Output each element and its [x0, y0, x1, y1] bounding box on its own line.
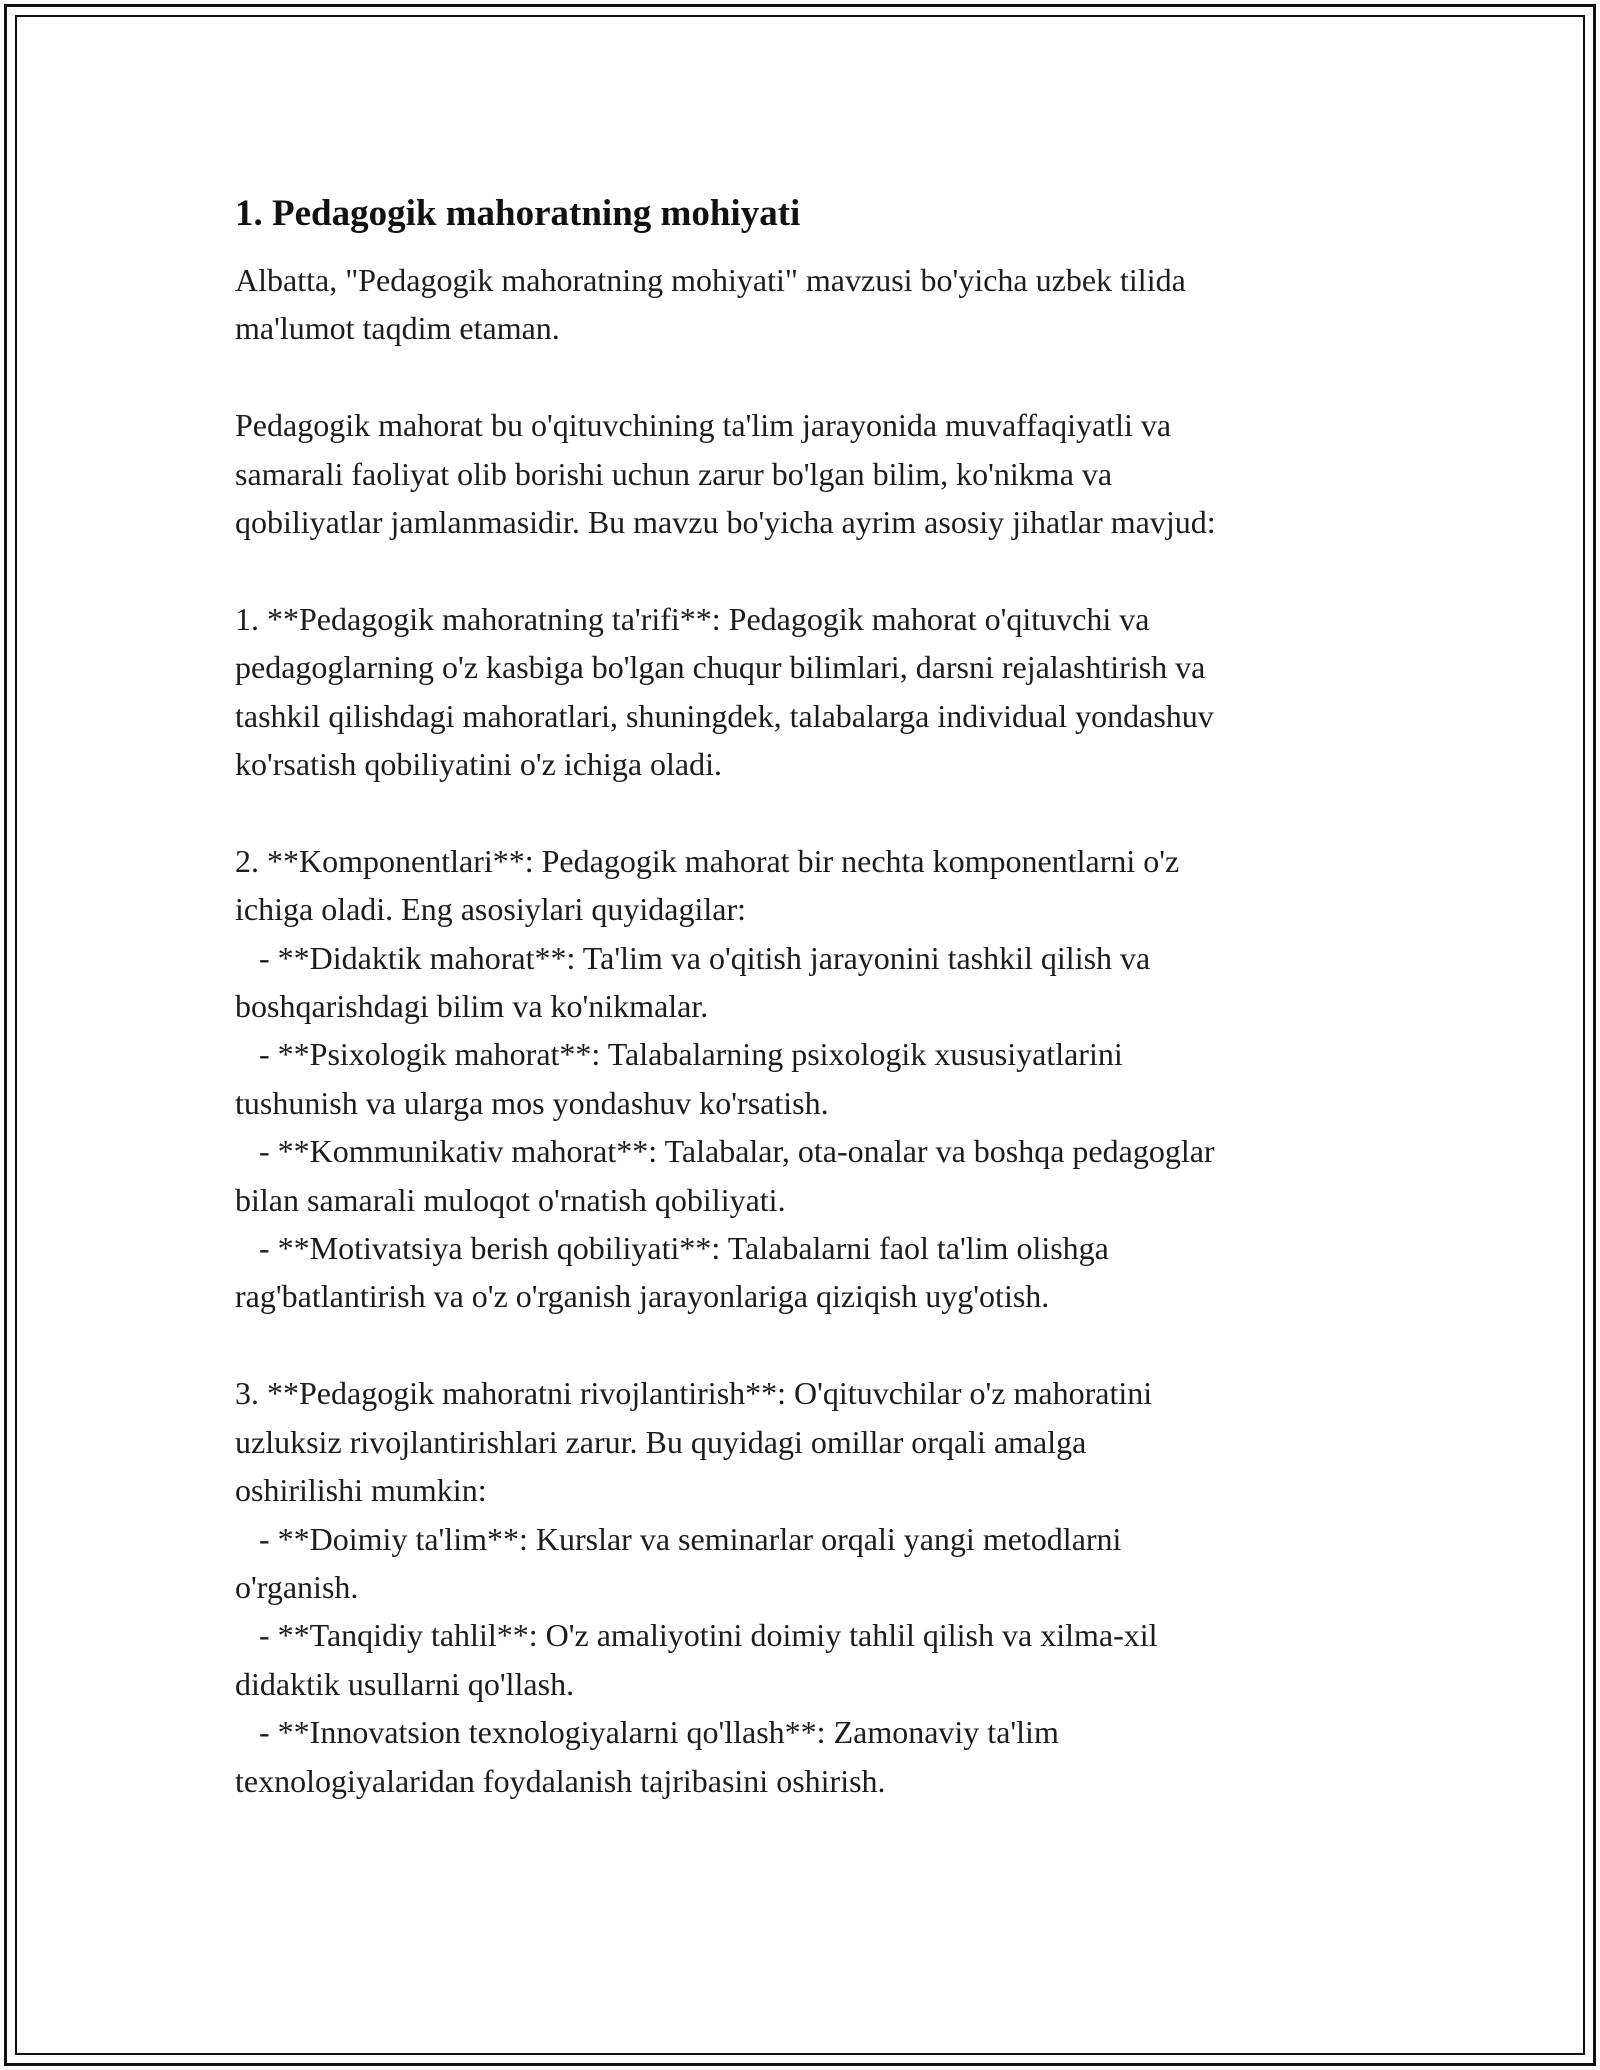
text-line: - **Doimiy ta'lim**: Kurslar va seminarlar orqali yangi metodlarni — [235, 1520, 1122, 1557]
text-line: rag'batlantirish va o'z o'rganish jarayonlariga qiziqish uyg'otish. — [235, 1278, 1050, 1315]
text-line: ichiga oladi. Eng asosiylari quyidagilar: — [235, 891, 746, 928]
paragraph — [235, 595, 1395, 789]
text-line: Pedagogik mahorat bu o'qituvchining ta'lim jarayonida muvaffaqiyatli va — [235, 407, 1172, 444]
document-body — [235, 186, 1395, 1805]
text-line: - **Tanqidiy tahlil**: O'z amaliyotini doimiy tahlil qilish va xilma-xil — [235, 1617, 1158, 1654]
paragraph-gap — [235, 546, 1395, 594]
text-line: - **Psixologik mahorat**: Talabalarning psixologik xususiyatlarini — [235, 1036, 1123, 1073]
text-line: boshqarishdagi bilim va ko'nikmalar. — [235, 988, 709, 1025]
text-line: ko'rsatish qobiliyatini o'z ichiga oladi. — [235, 746, 722, 783]
paragraph-gap — [235, 1321, 1395, 1369]
paragraph-gap — [235, 353, 1395, 401]
text-line: oshirilishi mumkin: — [235, 1472, 487, 1509]
text-line: Albatta, "Pedagogik mahoratning mohiyati" mavzusi bo'yicha uzbek tilida — [235, 262, 1186, 298]
text-line: 1. **Pedagogik mahoratning ta'rifi**: Pedagogik mahorat o'qituvchi va — [235, 600, 1150, 637]
text-line: pedagoglarning o'z kasbiga bo'lgan chuqur bilimlari, darsni rejalashtirish va — [235, 649, 1206, 686]
text-line: 2. **Komponentlari**: Pedagogik mahorat bir nechta komponentlarni o'z — [235, 842, 1180, 879]
text-line: - **Motivatsiya berish qobiliyati**: Talabalarni faol ta'lim olishga — [235, 1230, 1109, 1267]
document-paragraphs — [235, 256, 1395, 1805]
paragraph-gap — [235, 788, 1395, 836]
text-line: texnologiyalaridan foydalanish tajribasini oshirish. — [235, 1762, 886, 1799]
text-line: bilan samarali muloqot o'rnatish qobiliyati. — [235, 1181, 786, 1218]
paragraph — [235, 1369, 1395, 1805]
text-line: tashkil qilishdagi mahoratlari, shuningdek, talabalarga individual yondashuv — [235, 697, 1214, 734]
text-line: qobiliyatlar jamlanmasidir. Bu mavzu bo'yicha ayrim asosiy jihatlar mavjud: — [235, 504, 1216, 541]
text-line: tushunish va ularga mos yondashuv ko'rsatish. — [235, 1084, 829, 1121]
text-line: ma'lumot taqdim etaman. — [235, 310, 560, 347]
text-line: didaktik usullarni qo'llash. — [235, 1665, 575, 1702]
text-line: uzluksiz rivojlantirishlari zarur. Bu quyidagi omillar orqali amalga — [235, 1423, 1087, 1460]
text-line: - **Innovatsion texnologiyalarni qo'llash**: Zamonaviy ta'lim — [235, 1714, 1059, 1751]
text-line: 3. **Pedagogik mahoratni rivojlantirish**: O'qituvchilar o'z mahoratini — [235, 1375, 1153, 1412]
text-line: - **Didaktik mahorat**: Ta'lim va o'qitish jarayonini tashkil qilish va — [235, 939, 1151, 976]
paragraph — [235, 256, 1395, 353]
text-line: o'rganish. — [235, 1568, 359, 1605]
paragraph — [235, 401, 1395, 546]
paragraph — [235, 837, 1395, 1321]
text-line: - **Kommunikativ mahorat**: Talabalar, ota-onalar va boshqa pedagoglar — [235, 1133, 1215, 1170]
document-heading: 1. Pedagogik mahoratning mohiyati — [235, 193, 801, 234]
text-line: samarali faoliyat olib borishi uchun zarur bo'lgan bilim, ko'nikma va — [235, 455, 1113, 492]
